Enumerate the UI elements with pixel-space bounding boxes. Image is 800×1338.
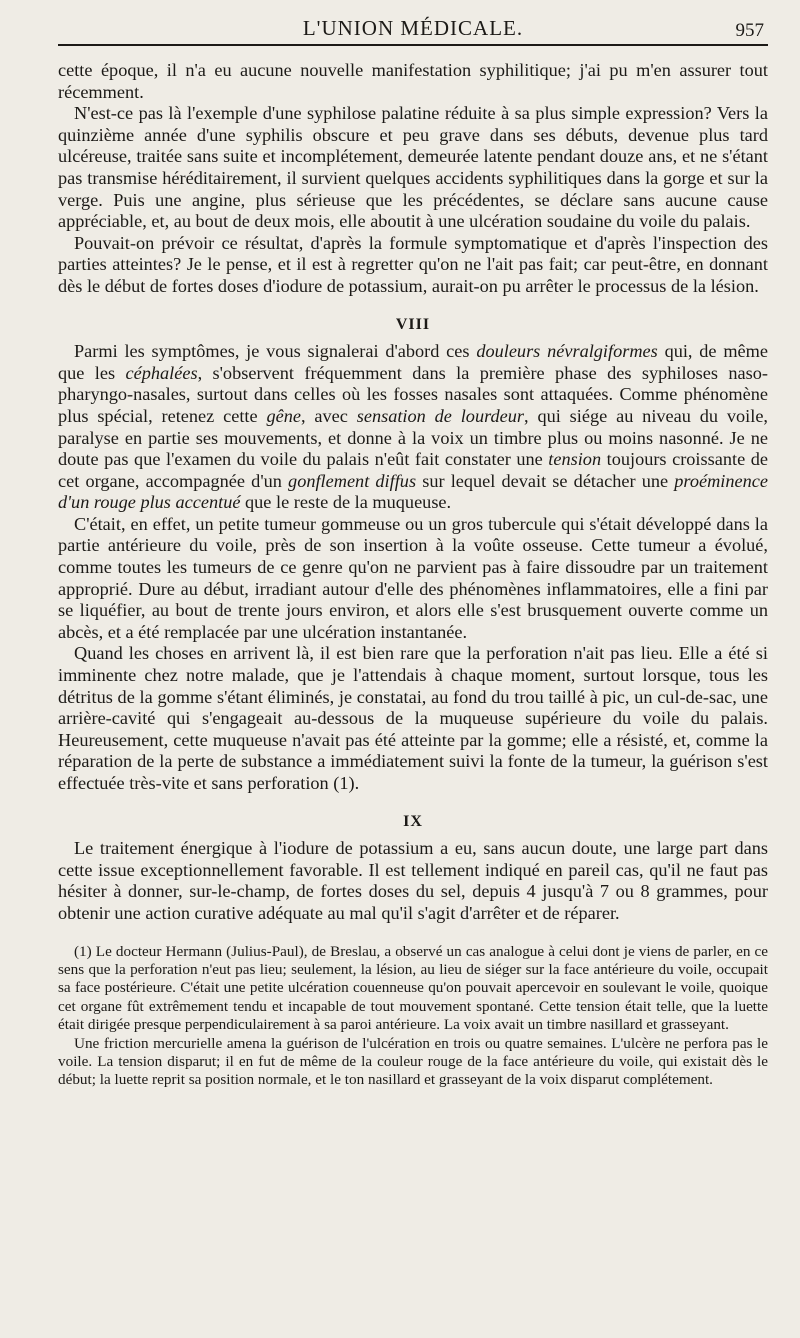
paragraph: C'était, en effet, un petite tumeur gommeuse ou un gros tubercule qui s'était développé dans la partie antérieure du voile, près de son insertion à la voûte osseuse. Cette tumeur a évolué, comme toutes les tumeurs de ce genre qu'on ne parvient pas à faire dissoudre par un traitement approprié. Dure au début, irradiant autour d'elle des phénomènes inflammatoires, elle a fini par se liquéfier, au bout de trente jours environ, et alors elle s'est brusquement ouverte comme un abcès, et a été remplacée par une ulcération instantanée. (58, 513, 768, 642)
text-run: sur lequel devait se détacher une (416, 470, 675, 491)
running-head (58, 14, 768, 46)
emphasis: tension (548, 449, 602, 470)
paragraph (58, 341, 768, 514)
paragraph: cette époque, il n'a eu aucune nouvelle manifestation syphilitique; j'ai pu m'en assurer tout récemment. (58, 60, 768, 102)
emphasis: gêne (266, 405, 301, 426)
emphasis: douleurs névralgiformes (476, 341, 658, 362)
page-number: 957 (735, 20, 764, 41)
paragraph: Le traitement énergique à l'iodure de potassium a eu, sans aucun doute, une large part dans cette issue exceptionnellement favorable. Il est tellement indiqué en pareil cas, qu'il ne faut pas hésiter à donner, sur-le-champ, de fortes doses du sel, depuis 4 jusqu'à 7 ou 8 grammes, pour obtenir une action curative adéquate au mal qu'il s'agit d'arrêter et de réparer. (58, 838, 768, 923)
text-run: , avec (300, 405, 357, 426)
footnote-paragraph: Une friction mercurielle amena la guérison de l'ulcération en trois ou quatre semaines. L'ulcère ne perfora pas le voile. La tension disparut; il en fut de même de la couleur rouge de la face antérieure du voile, qui existait dès le début; la luette reprit sa position normale, et le ton nasillard et grasseyant de la voix disparut complétement. (58, 1034, 768, 1089)
text-run: , qui siége au niveau du voile, paralyse en partie ses mouvements, et donne à la voix un timbre plus ou moins nasonné. Je ne doute pas que l'examen du voile du palais n'eût fait constater une (58, 405, 768, 470)
emphasis: gonflement diffus (288, 470, 417, 491)
emphasis: céphalées (125, 362, 198, 383)
section-heading-viii: VIII (395, 315, 431, 333)
main-text (58, 60, 768, 925)
footnote-paragraph: (1) Le docteur Hermann (Julius-Paul), de Breslau, a observé un cas analogue à celui dont je viens de parler, en ce sens que la perforation n'eut pas lieu; seulement, la lésion, au lieu de siéger sur la face antérieure du voile, occupait sa face postérieure. C'était une petite ulcération couenneuse qu'on pouvait apercevoir en soulevant le voile, quoique cet organe fût extrêmement tendu et incapable de tout mouvement spontané. Cette tension était telle, que la luette était dirigée presque perpendiculairement à sa paroi antérieure. La voix avait un timbre nasillard et grasseyant. (58, 942, 768, 1034)
running-title: L'UNION MÉDICALE. (302, 16, 524, 40)
section-heading-ix: IX (403, 812, 423, 830)
paragraph: Pouvait-on prévoir ce résultat, d'après la formule symptomatique et d'après l'inspection des parties atteintes? Je le pense, et il est à regretter qu'on ne l'ait pas fait; car peut-être, en donnant dès le début de fortes doses d'iodure de potassium, aurait-on pu arrêter le processus de la lésion. (58, 232, 768, 296)
text-run: Parmi les symptômes, je vous signalerai d'abord ces (74, 341, 477, 362)
text-run: que le reste de la muqueuse. (240, 492, 452, 513)
text-run: qui, de même que les (58, 341, 768, 383)
footnote (58, 943, 768, 1090)
text-run: toujours croissante de cet organe, accompagnée d'un (58, 449, 768, 491)
text-run: , s'observent fréquemment dans la première phase des syphiloses naso-pharyngo-nasales, surtout dans celles où les fosses nasales sont attaquées. Comme phénomène plus spécial, retenez cette (58, 362, 768, 426)
paragraph: N'est-ce pas là l'exemple d'une syphilose palatine réduite à sa plus simple expression? Vers la quinzième année d'une syphilis obscure et peu grave dans ses débuts, devenue plus tard ulcéreuse, traitée sans suite et incomplétement, demeurée latente pendant douze ans, et ne s'étant pas transmise héréditairement, il survient quelques accidents syphilitiques dans la gorge et sur la verge. Puis une angine, plus sérieuse que les précédentes, se déclare sans aucune cause appréciable, et, au bout de deux mois, elle aboutit à une ulcération soudaine du voile du palais. (58, 103, 768, 232)
emphasis: sensation de lourdeur (356, 405, 525, 426)
emphasis: proéminence d'un rouge plus accentué (58, 470, 769, 513)
paragraph: Quand les choses en arrivent là, il est bien rare que la perforation n'ait pas lieu. Elle a été si imminente chez notre malade, que je l'attendais à chaque moment, surtout lorsque, tous les détritus de la gomme s'étant éliminés, je constatai, au fond du trou taillé à pic, un cul-de-sac, une arrière-cavité qui s'engageait au-dessous de la muqueuse supérieure du voile du palais. Heureusement, cette muqueuse n'avait pas été atteinte par la gomme; elle a résisté, et, comme la réparation de la perte de substance a immédiatement suivi la fonte de la tumeur, la guérison s'est effectuée très-vite et sans perforation (1). (58, 643, 768, 793)
